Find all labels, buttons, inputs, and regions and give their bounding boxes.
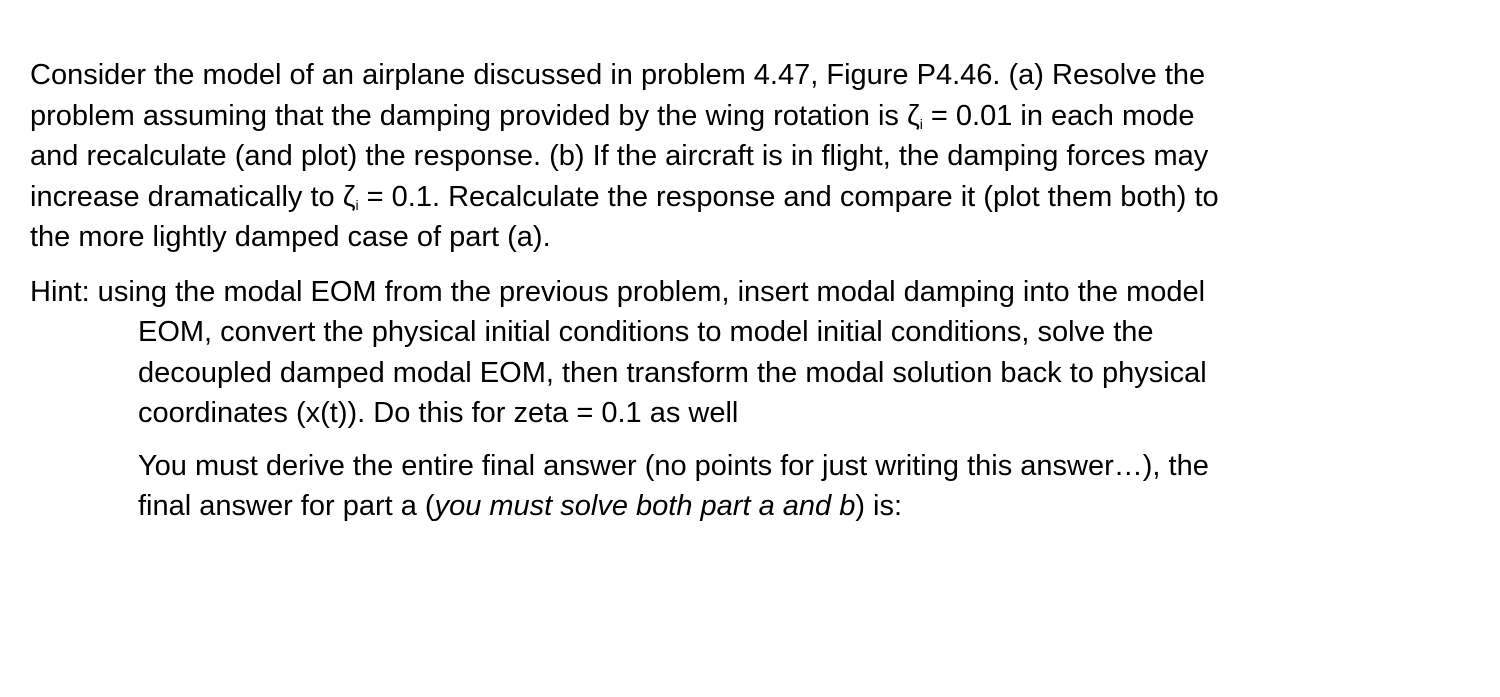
document-body (30, 55, 1470, 527)
zeta-symbol: $\zeta_i$ (906, 99, 923, 132)
hint-line-4: coordinates (x(t)). Do this for zeta = 0.1 as well (138, 397, 739, 429)
answer-emphasis: you must solve both part a and b (434, 490, 856, 522)
answer-note (138, 446, 1470, 527)
zeta-symbol-2: $\zeta_i$ (342, 180, 359, 213)
hint-paragraph (30, 272, 1470, 434)
problem-line-2-start: problem assuming that the damping provided by the wing rotation is (30, 99, 907, 132)
answer-line-1: You must derive the entire final answer (no points for just writing this answer…), the (138, 449, 1209, 482)
hint-line-2: EOM, convert the physical initial conditions to model initial conditions, solve the (138, 316, 1154, 348)
answer-line-2-start: final answer for part a ( (138, 490, 435, 522)
hint-line-3: decoupled damped modal EOM, then transform the modal solution back to physical (138, 356, 1207, 389)
problem-line-3: and recalculate (and plot) the response. (b) If the aircraft is in flight, the damping forces may (30, 140, 1209, 172)
hint-line-1: Hint: using the modal EOM from the previous problem, insert modal damping into the model (30, 275, 1206, 308)
problem-line-4-start: increase dramatically to (30, 180, 343, 213)
problem-line-4-end: = 0.1. Recalculate the response and compare it (plot them both) to (358, 180, 1219, 213)
answer-line-2-end: ) is: (855, 490, 903, 522)
problem-line-1: Consider the model of an airplane discussed in problem 4.47, Figure P4.46. (a) Resolve the (30, 59, 1206, 91)
problem-line-5: the more lightly damped case of part (a). (30, 221, 551, 253)
problem-line-2-end: = 0.01 in each mode (922, 99, 1195, 132)
problem-statement (30, 55, 1470, 258)
